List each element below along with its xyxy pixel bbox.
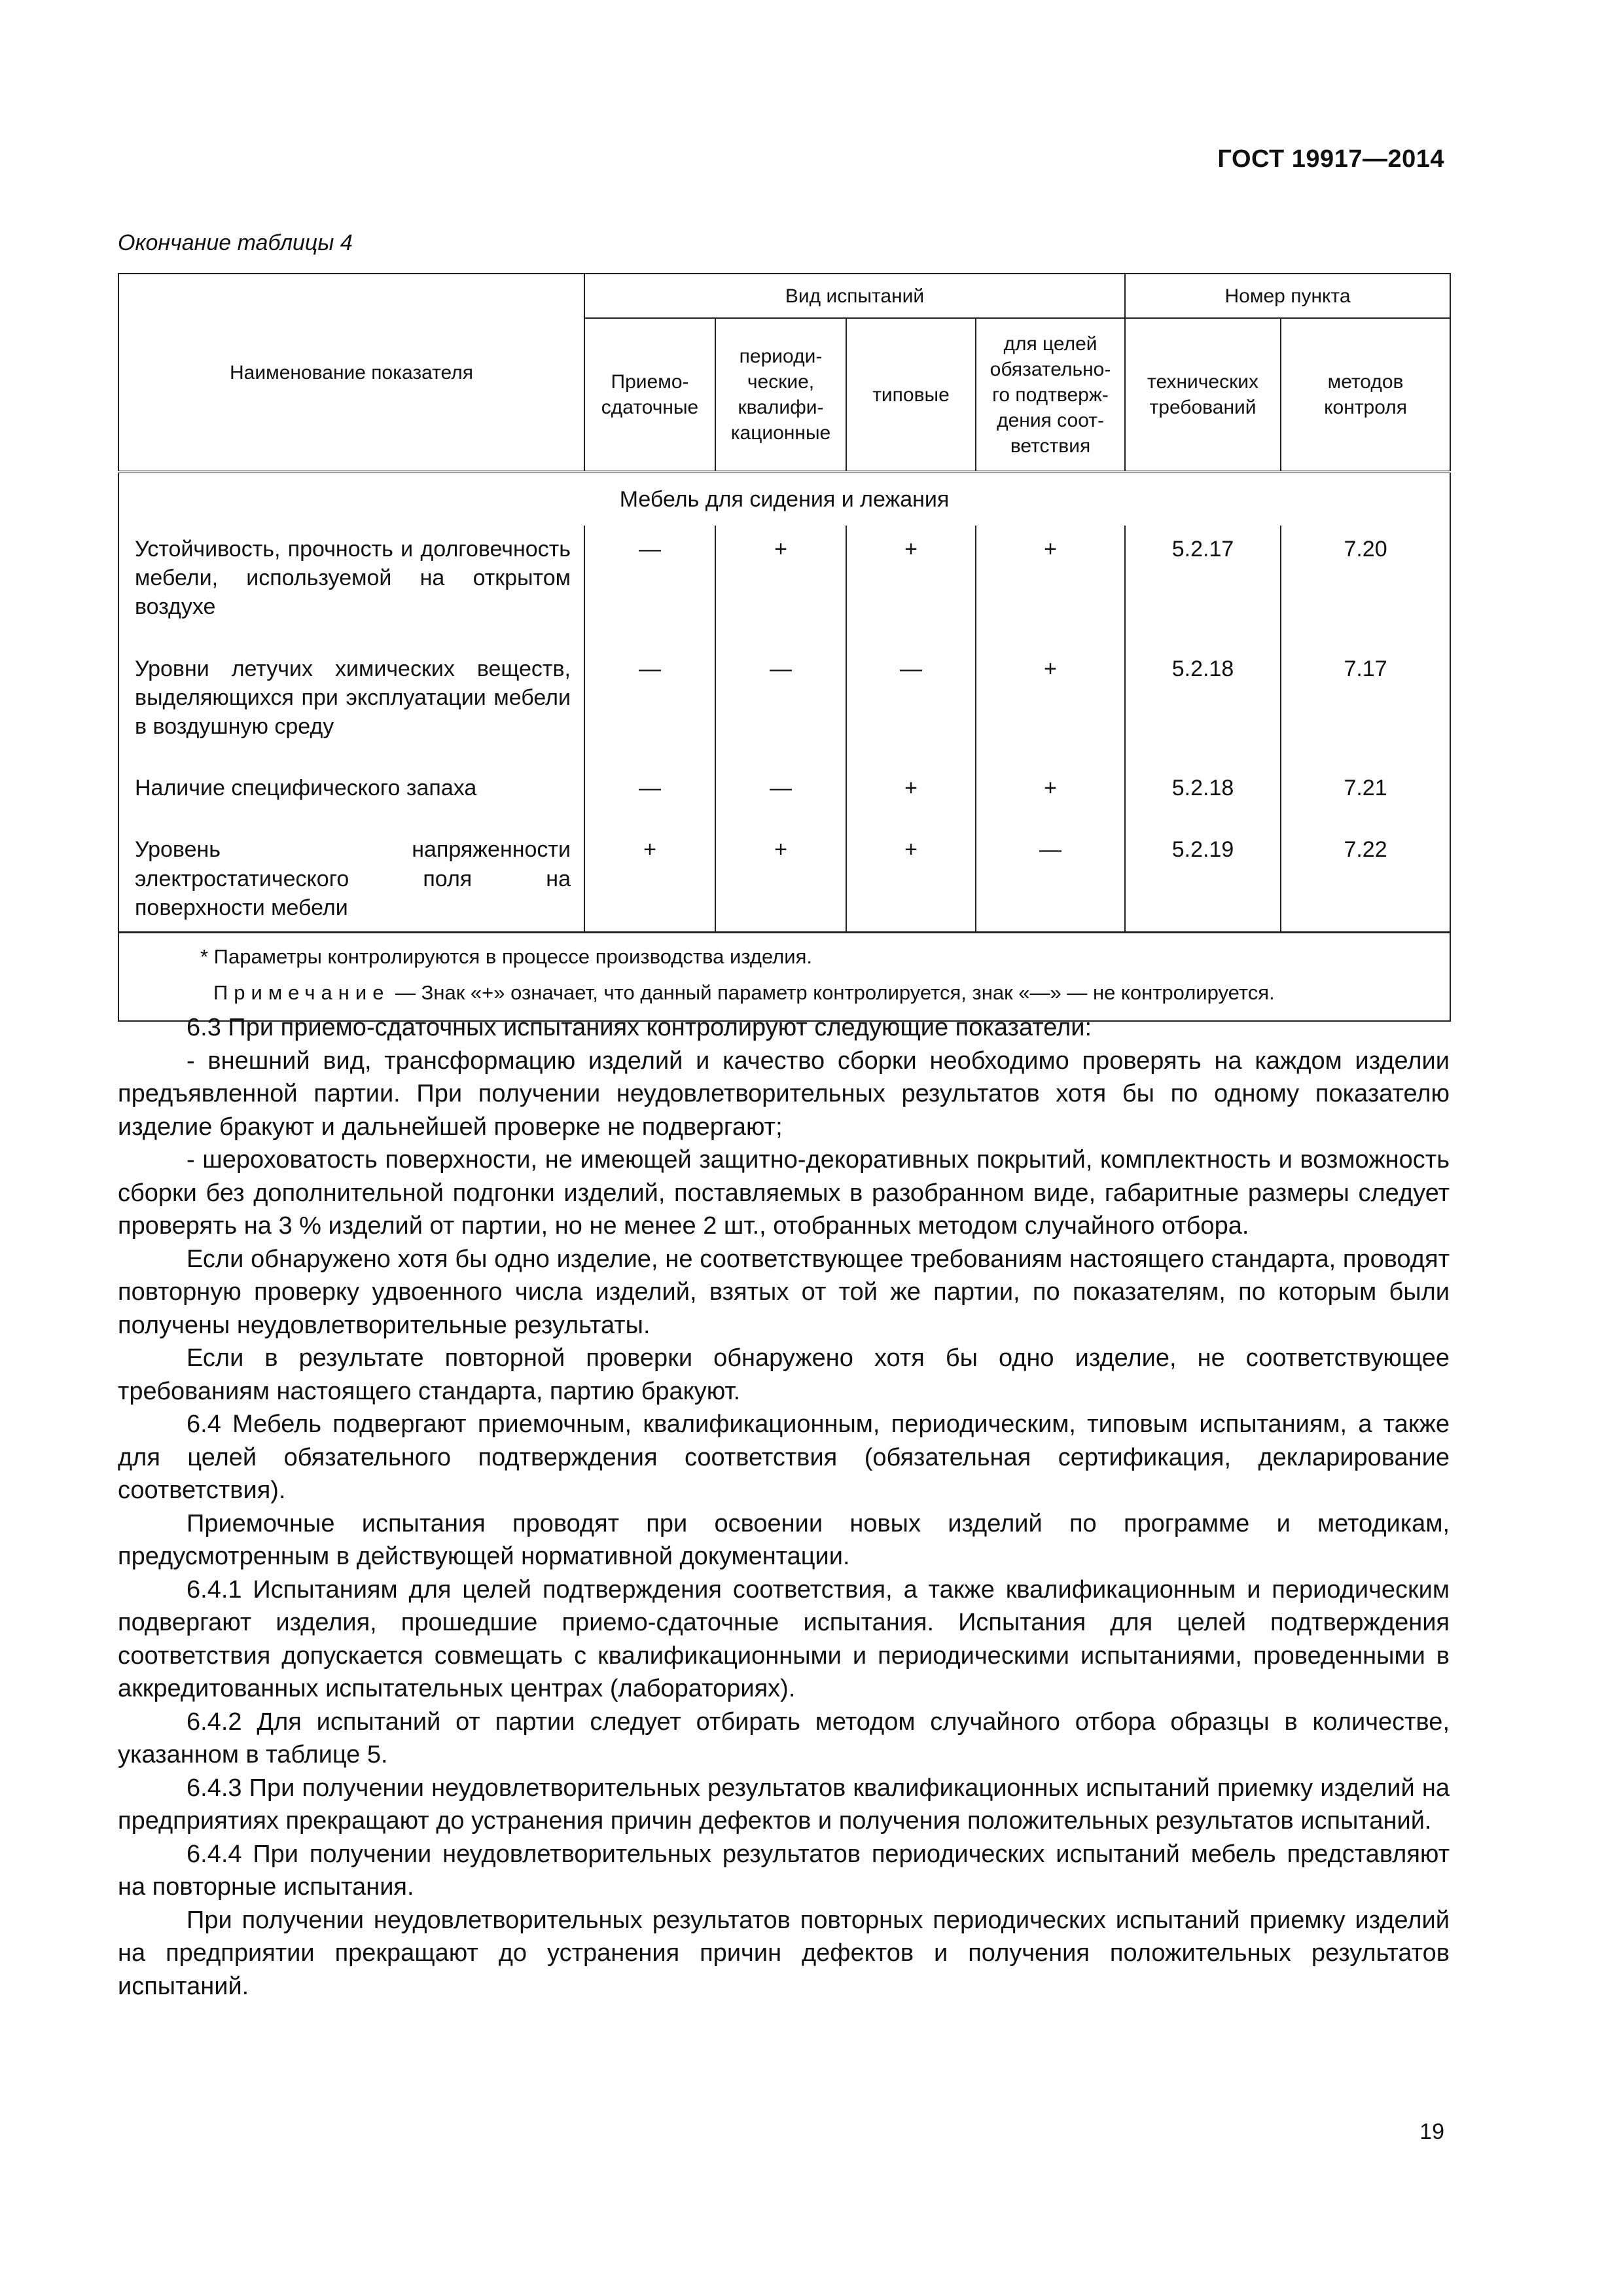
cell-tech-requirement: 5.2.18 bbox=[1125, 645, 1281, 765]
page-number: 19 bbox=[1419, 2119, 1444, 2144]
paragraph: 6.4.4 При получении неудовлетворительных результатов периодических испытаний мебель представляют на повторные испытания. bbox=[118, 1840, 1450, 1901]
row-name: Уровень напряженности электростатического поля на поверхности мебели bbox=[118, 826, 584, 932]
paragraph: Приемочные испытания проводят при освоении новых изделий по программе и методикам, предусмотренным в действующей нормативной документации. bbox=[118, 1509, 1450, 1570]
table-row bbox=[118, 826, 1450, 932]
paragraph: Если обнаружено хотя бы одно изделие, не соответствующее требованиям настоящего стандарта, проводят повторную проверку удвоенного числа изделий, взятых от той же партии, по показателям, по которым были получены неудовлетворительные результаты. bbox=[118, 1245, 1450, 1339]
header-indicator-name: Наименование показателя bbox=[118, 274, 584, 472]
table-footnote: * Параметры контролируются в процессе производства изделия. bbox=[200, 944, 812, 968]
cell-control-method: 7.22 bbox=[1281, 826, 1450, 932]
paragraph: 6.4.1 Испытаниям для целей подтверждения соответствия, а также квалификационным и периодическим подвергают изделия, прошедшие приемо-сдаточные испытания. Испытания для целей подтверждения соответствия допускается совмещать с квалификационными и периодическими испытаниями, проведенными в аккредитованных испытательных центрах (лабораториях). bbox=[118, 1575, 1450, 1702]
paragraph: 6.4.3 При получении неудовлетворительных результатов квалификационных испытаний приемку изделий на предприятиях прекращают до устранения причин дефектов и получения положительных результатов испытаний. bbox=[118, 1774, 1450, 1835]
cell-acceptance: — bbox=[584, 526, 715, 645]
table-row bbox=[118, 645, 1450, 765]
paragraph: 6.3 При приемо-сдаточных испытаниях контролируют следующие показатели: bbox=[187, 1014, 1092, 1041]
test-types-table bbox=[118, 273, 1451, 1022]
note-label: Примечание bbox=[213, 981, 390, 1005]
cell-acceptance: + bbox=[584, 826, 715, 932]
header-control-methods: методов контроля bbox=[1281, 318, 1450, 472]
cell-type: — bbox=[846, 645, 976, 765]
header-tech-requirements: технических требований bbox=[1125, 318, 1281, 472]
paragraph: - внешний вид, трансформацию изделий и качество сборки необходимо проверять на каждом изделии предъявленной партии. При получении неудовлетворительных результатов хотя бы по одному показателю изделие бракуют и дальнейшей проверке не подвергают; bbox=[118, 1047, 1450, 1141]
cell-control-method: 7.20 bbox=[1281, 526, 1450, 645]
table-notes bbox=[118, 932, 1450, 1020]
paragraph: 6.4.2 Для испытаний от партии следует отбирать методом случайного отбора образцы в количестве, указанном в таблице 5. bbox=[118, 1708, 1450, 1768]
cell-control-method: 7.21 bbox=[1281, 764, 1450, 826]
cell-conformity: + bbox=[976, 645, 1125, 765]
row-name: Наличие специфического запаха bbox=[118, 764, 584, 826]
paragraph: 6.4 Мебель подвергают приемочным, квалификационным, периодическим, типовым испытаниям, а также для целей обязательного подтверждения соответствия (обязательная сертификация, декларирование соответствия). bbox=[118, 1410, 1450, 1504]
header-conformity: для целей обязательно- го подтверж- дения соот- ветствия bbox=[976, 318, 1125, 472]
cell-periodic: — bbox=[715, 645, 846, 765]
table-row bbox=[118, 764, 1450, 826]
cell-type: + bbox=[846, 826, 976, 932]
cell-type: + bbox=[846, 764, 976, 826]
header-acceptance: Приемо- сдаточные bbox=[584, 318, 715, 472]
cell-tech-requirement: 5.2.17 bbox=[1125, 526, 1281, 645]
table-caption: Окончание таблицы 4 bbox=[118, 230, 353, 255]
header-clause-number: Номер пункта bbox=[1125, 274, 1450, 318]
section-title: Мебель для сидения и лежания bbox=[118, 472, 1450, 526]
header-test-types: Вид испытаний bbox=[584, 274, 1125, 318]
cell-periodic: + bbox=[715, 526, 846, 645]
cell-conformity: + bbox=[976, 764, 1125, 826]
document-code: ГОСТ 19917—2014 bbox=[1217, 145, 1444, 173]
cell-type: + bbox=[846, 526, 976, 645]
paragraph: - шероховатость поверхности, не имеющей защитно-декоративных покрытий, комплектность и возможность сборки без дополнительной подгонки изделий, поставляемых в разобранном виде, габаритные размеры следует проверять на 3 % изделий от партии, но не менее 2 шт., отобранных методом случайного отбора. bbox=[118, 1146, 1450, 1240]
cell-periodic: — bbox=[715, 764, 846, 826]
cell-acceptance: — bbox=[584, 645, 715, 765]
cell-tech-requirement: 5.2.19 bbox=[1125, 826, 1281, 932]
cell-periodic: + bbox=[715, 826, 846, 932]
header-periodic: периоди- ческие, квалифи- кационные bbox=[715, 318, 846, 472]
table-row bbox=[118, 526, 1450, 645]
note-text: — Знак «+» означает, что данный параметр контролируется, знак «—» — не контролируется. bbox=[389, 981, 1275, 1005]
cell-conformity: + bbox=[976, 526, 1125, 645]
cell-acceptance: — bbox=[584, 764, 715, 826]
body-text bbox=[118, 1011, 1450, 2003]
paragraph: Если в результате повторной проверки обнаружено хотя бы одно изделие, не соответствующее требованиям настоящего стандарта, партию бракуют. bbox=[118, 1344, 1450, 1405]
row-name: Уровни летучих химических веществ, выделяющихся при эксплуатации мебели в воздушную среду bbox=[118, 645, 584, 765]
table-note bbox=[135, 978, 1434, 1007]
cell-tech-requirement: 5.2.18 bbox=[1125, 764, 1281, 826]
row-name: Устойчивость, прочность и долговечность мебели, используемой на открытом воздухе bbox=[118, 526, 584, 645]
cell-conformity: — bbox=[976, 826, 1125, 932]
header-type: типовые bbox=[846, 318, 976, 472]
cell-control-method: 7.17 bbox=[1281, 645, 1450, 765]
paragraph: При получении неудовлетворительных результатов повторных периодических испытаний приемку изделий на предприятии прекращают до устранения причин дефектов и получения положительных результатов испытаний. bbox=[118, 1906, 1450, 2000]
